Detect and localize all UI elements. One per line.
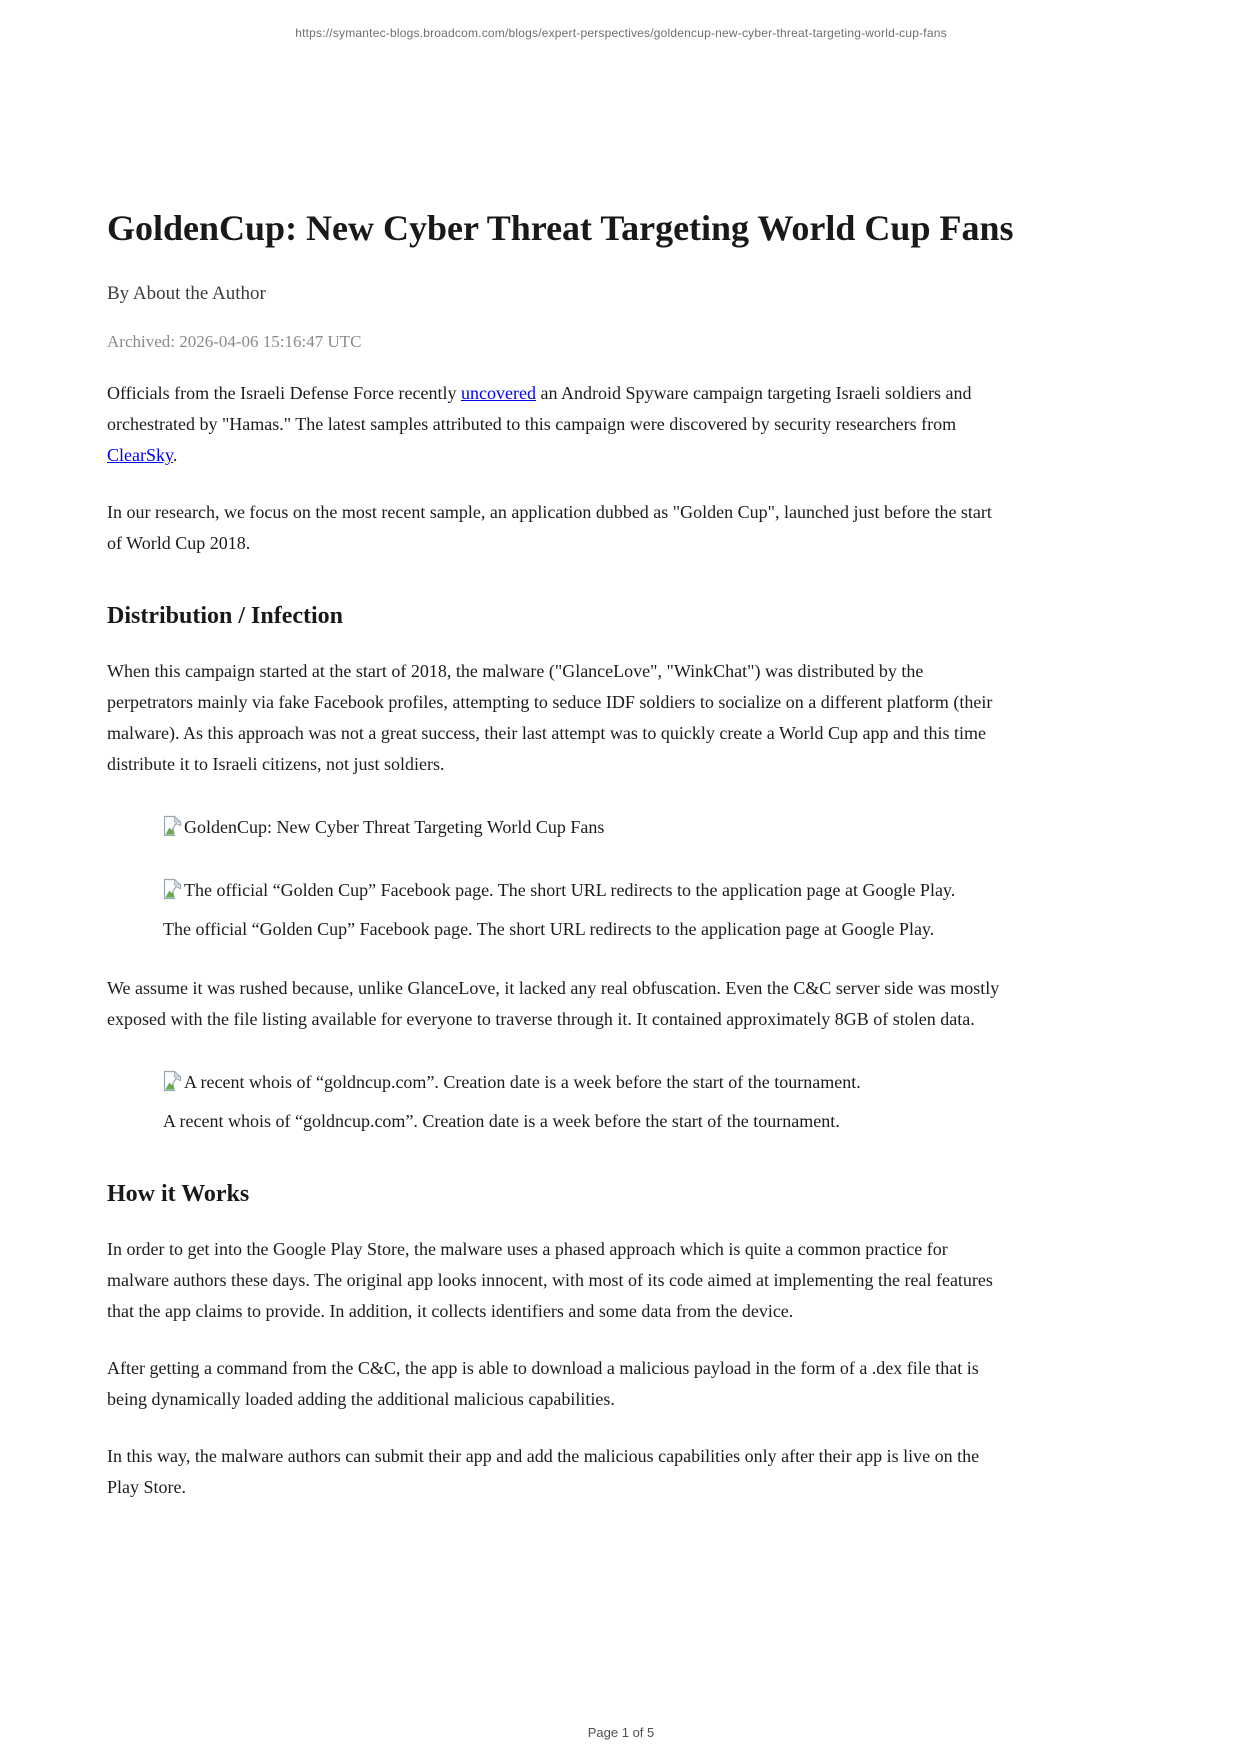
figure-whois (163, 1067, 1007, 1137)
page-title: GoldenCup: New Cyber Threat Targeting World Cup Fans (107, 208, 1014, 248)
archived-timestamp: Archived: 2026-04-06 15:16:47 UTC (107, 332, 362, 352)
clearsky-link[interactable]: ClearSky (107, 445, 173, 466)
uncovered-link[interactable]: uncovered (461, 383, 536, 404)
paragraph-how-1: In order to get into the Google Play Store, the malware uses a phased approach which is quite a common practice for malware authors these days. The original app looks innocent, with most of its code aimed at implementing the real features that the app claims to provide. In addition, it collects identifiers and some data from the device. (107, 1239, 993, 1322)
broken-image-icon (163, 875, 182, 906)
figure-facebook-page (163, 875, 1007, 945)
section-heading-how-it-works: How it Works (107, 1181, 250, 1208)
paragraph-distribution-1: When this campaign started at the start of 2018, the malware ("GlanceLove", "WinkChat") was distributed by the perpetrators mainly via fake Facebook profiles, attempting to seduce IDF soldiers to socialize on a different platform (their malware). As this approach was not a great success, their last attempt was to quickly create a World Cup app and this time distribute it to Israeli citizens, not just soldiers. (107, 661, 993, 775)
figure-caption: A recent whois of “goldncup.com”. Creation date is a week before the start of the tournament. (163, 1111, 840, 1132)
paragraph-intro-2: In our research, we focus on the most recent sample, an application dubbed as "Golden Cup", launched just before the start of World Cup 2018. (107, 502, 992, 554)
paragraph-distribution-2: We assume it was rushed because, unlike GlanceLove, it lacked any real obfuscation. Even the C&C server side was mostly exposed with the file listing available for everyone to traverse through it. It contained approximately 8GB of stolen data. (107, 978, 1000, 1030)
image-alt-text: GoldenCup: New Cyber Threat Targeting World Cup Fans (184, 817, 605, 838)
figure-goldencup (163, 812, 1007, 843)
image-alt-text: The official “Golden Cup” Facebook page. The short URL redirects to the application page at Google Play. (184, 880, 956, 901)
article-content (107, 40, 1014, 1503)
paragraph-text: Officials from the Israeli Defense Force recently (107, 383, 462, 404)
paragraph-intro-1 (107, 378, 1007, 471)
figure-caption: The official “Golden Cup” Facebook page. The short URL redirects to the application page at Google Play. (163, 919, 935, 940)
page-number-indicator: Page 1 of 5 (587, 1725, 655, 1740)
broken-image-icon (163, 812, 182, 843)
paragraph-how-2: After getting a command from the C&C, the app is able to download a malicious payload in the form of a .dex file that is being dynamically loaded adding the additional malicious capabilities. (107, 1358, 979, 1410)
paragraph-how-3: In this way, the malware authors can submit their app and add the malicious capabilities only after their app is live on the Play Store. (107, 1446, 980, 1498)
section-heading-distribution: Distribution / Infection (107, 603, 344, 630)
broken-image-line (163, 875, 1007, 906)
archive-url: https://symantec-blogs.broadcom.com/blogs/expert-perspectives/goldencup-new-cyber-threat-targeting-world-cup-fans (295, 26, 947, 40)
paragraph-text: . (172, 445, 178, 466)
broken-image-icon (163, 1067, 182, 1098)
paragraph-text: an Android Spyware campaign targeting Israeli soldiers and orchestrated by "Hamas." The latest samples attributed to this campaign were discovered by security researchers from (107, 383, 972, 435)
broken-image-line (163, 812, 1007, 843)
byline: By About the Author (107, 283, 266, 305)
broken-image-line (163, 1067, 1007, 1098)
image-alt-text: A recent whois of “goldncup.com”. Creation date is a week before the start of the tournament. (184, 1072, 861, 1093)
